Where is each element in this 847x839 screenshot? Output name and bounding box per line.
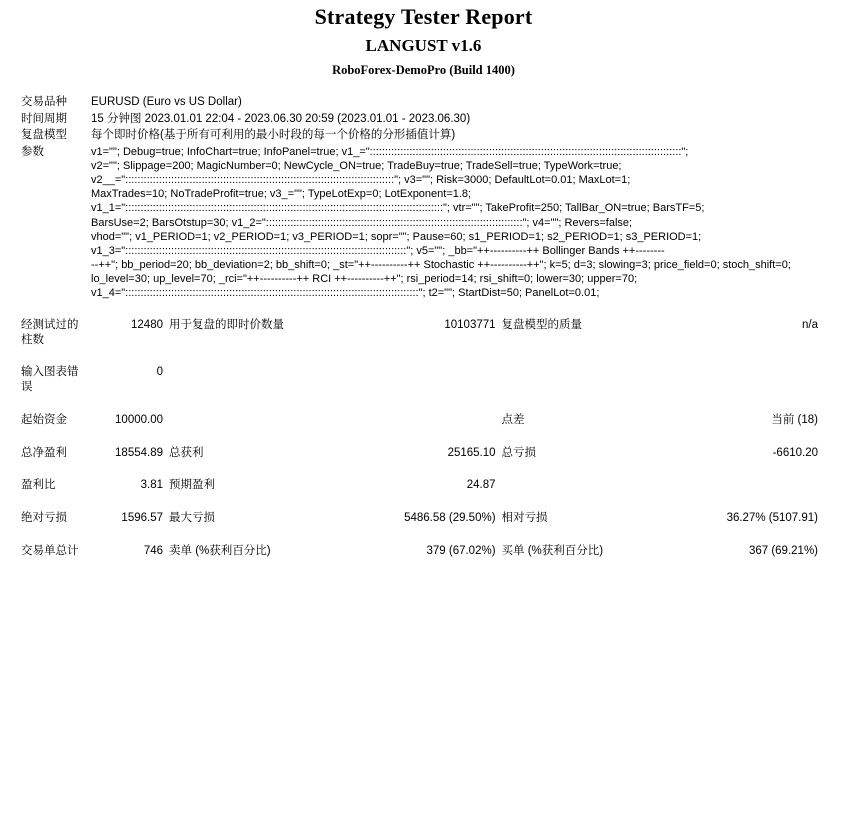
table-row [18, 364, 829, 395]
row-value: 18554.89 [115, 446, 163, 459]
param-line: v1=""; Debug=true; InfoChart=true; InfoPanel=true; v1_="::::::::::::::::::::::::::::::::::::::::::::::::::::::::::::::::::::::::::::::::::::::::::::::::::::::"; [91, 146, 689, 159]
row-desc: 卖单 (%获利百分比) [169, 544, 271, 557]
row-value: 0 [156, 366, 163, 379]
spacer [18, 527, 829, 543]
row-mid-desc: 相对亏损 [501, 512, 548, 525]
row-label: 盈利比 [21, 479, 56, 492]
table-row [18, 412, 829, 429]
param-line: v2__="::::::::::::::::::::::::::::::::::::::::::::::::::::::::::::::::::::::::::::::::::::::::"; v3=""; Risk=3000; DefaultLot=0.01; MaxLot=1; [91, 174, 631, 187]
report-table [18, 94, 829, 559]
row-mid-desc-cell [499, 543, 829, 560]
row-value: 3.81 [140, 479, 163, 492]
table-row [18, 317, 829, 348]
row-mid-value [383, 364, 499, 395]
broker-build: RoboForex-DemoPro (Build 1400) [332, 63, 515, 77]
row-label: 交易单总计 [21, 544, 79, 557]
param-line: v1_1="::::::::::::::::::::::::::::::::::::::::::::::::::::::::::::::::::::::::::::::::::::::::::::::::::::::::"; vtr=""; TakeProfit=250; TallBar_ON=true; BarsTF=5; [91, 202, 705, 215]
row-symbol [18, 94, 829, 111]
param-line: v2=""; Slippage=200; MagicNumber=0; NewCycle_ON=true; TradeBuy=true; TradeSell=true; TypeWork=true; [91, 160, 622, 173]
row-mid-desc-cell [499, 477, 829, 494]
row-value: 1596.57 [121, 512, 163, 525]
row-mid-desc: 总亏损 [501, 446, 537, 459]
param-line: BarsUse=2; BarsOtstup=30; v1_2="::::::::::::::::::::::::::::::::::::::::::::::::::::::::::::::::::::::::::::::::::::"; v4=""; Revers=false; [91, 216, 633, 229]
row-mid-value: 25165.10 [447, 446, 496, 459]
row-right-value: 367 (69.21%) [748, 544, 818, 557]
row-desc: 预期盈利 [169, 479, 215, 492]
row-value: 746 [143, 544, 163, 557]
param-line: v1_3="::::::::::::::::::::::::::::::::::::::::::::::::::::::::::::::::::::::::::::::::::::::::::::"; v5=""; _bb="++----------++ Bollinger Bands ++-------- [91, 244, 665, 257]
row-right-value: -6610.20 [772, 446, 818, 459]
param-line: lo_level=30; up_level=70; _rci="++----------++ RCI ++----------++"; rsi_period=14; rsi_shift=0; lower=30; upper=70; [91, 272, 638, 285]
page-title: Strategy Tester Report [314, 4, 533, 29]
table-row [18, 510, 829, 527]
row-label: 总净盈利 [21, 446, 67, 459]
spacer [18, 301, 829, 317]
row-mid-desc-cell [499, 364, 829, 395]
param-line: vhod=""; v1_PERIOD=1; v2_PERIOD=1; v3_PERIOD=1; sopr=""; Pause=60; s1_PERIOD=1; s2_PERIOD=1; s3_PERIOD=1; [91, 230, 702, 243]
spacer [18, 494, 829, 510]
row-mid-desc-cell [499, 510, 829, 527]
row-mid-desc: 点差 [501, 413, 525, 426]
table-row [18, 445, 829, 462]
symbol-label: 交易品种 [21, 96, 67, 108]
param-line: --++"; bb_period=20; bb_deviation=2; bb_shift=0; _st="++----------++ Stochastic ++----------++"; k=5; d=3; slowing=3; price_field=0; stoch_shift=0; [91, 258, 791, 271]
row-mid-desc-cell [499, 412, 829, 429]
row-mid-value: 24.87 [466, 479, 496, 492]
spacer [18, 348, 829, 364]
row-value: 12480 [131, 319, 163, 332]
row-label: 绝对亏损 [21, 512, 67, 525]
row-label: 起始资金 [21, 413, 67, 426]
parameters-label: 参数 [21, 146, 44, 159]
row-right-value: n/a [802, 319, 818, 332]
row-parameters [18, 144, 829, 301]
row-desc [166, 412, 383, 429]
period-value: 15 分钟图 2023.01.01 22:04 - 2023.06.30 20:59 (2023.01.01 - 2023.06.30) [91, 112, 471, 125]
table-row [18, 543, 829, 560]
model-value: 每个即时价格(基于所有可利用的最小时段的每一个价格的分形插值计算) [91, 129, 456, 142]
param-line: v1_4="::::::::::::::::::::::::::::::::::::::::::::::::::::::::::::::::::::::::::::::::::::::::::::::::"; t2=""; StartDist=50; PanelLot=0.01; [91, 286, 600, 299]
row-label: 经测试过的柱数 [21, 319, 79, 346]
ea-name: LANGUST v1.6 [365, 36, 482, 55]
row-desc [166, 364, 383, 395]
row-mid-value: 10103771 [444, 319, 496, 332]
row-right-value: 36.27% (5107.91) [726, 512, 818, 525]
row-label: 输入图表错误 [21, 366, 79, 394]
report-header [18, 0, 829, 78]
table-row [18, 477, 829, 494]
row-mid-desc-cell [499, 445, 829, 462]
row-mid-value: 379 (67.02%) [426, 544, 496, 557]
model-label: 复盘模型 [21, 129, 67, 142]
spacer [18, 461, 829, 477]
row-mid-desc-cell [499, 317, 829, 348]
parameters-value [88, 144, 829, 301]
row-desc: 用于复盘的即时价数量 [169, 319, 284, 332]
row-right-value: 当前 (18) [771, 413, 818, 426]
row-mid-value: 5486.58 (29.50%) [404, 512, 496, 525]
period-label: 时间周期 [21, 112, 67, 125]
row-desc: 最大亏损 [169, 512, 215, 525]
row-period [18, 111, 829, 128]
param-line: MaxTrades=10; NoTradeProfit=true; v3_=""; TypeLotExp=0; LotExponent=1.8; [91, 188, 472, 201]
row-mid-desc: 买单 (%获利百分比) [501, 544, 604, 557]
row-model [18, 127, 829, 144]
row-mid-desc: 复盘模型的质量 [501, 319, 583, 332]
symbol-value: EURUSD (Euro vs US Dollar) [91, 96, 242, 108]
row-value: 10000.00 [115, 413, 163, 426]
spacer [18, 429, 829, 445]
row-desc: 总获利 [169, 446, 204, 459]
row-mid-value [383, 412, 499, 429]
spacer [18, 396, 829, 412]
